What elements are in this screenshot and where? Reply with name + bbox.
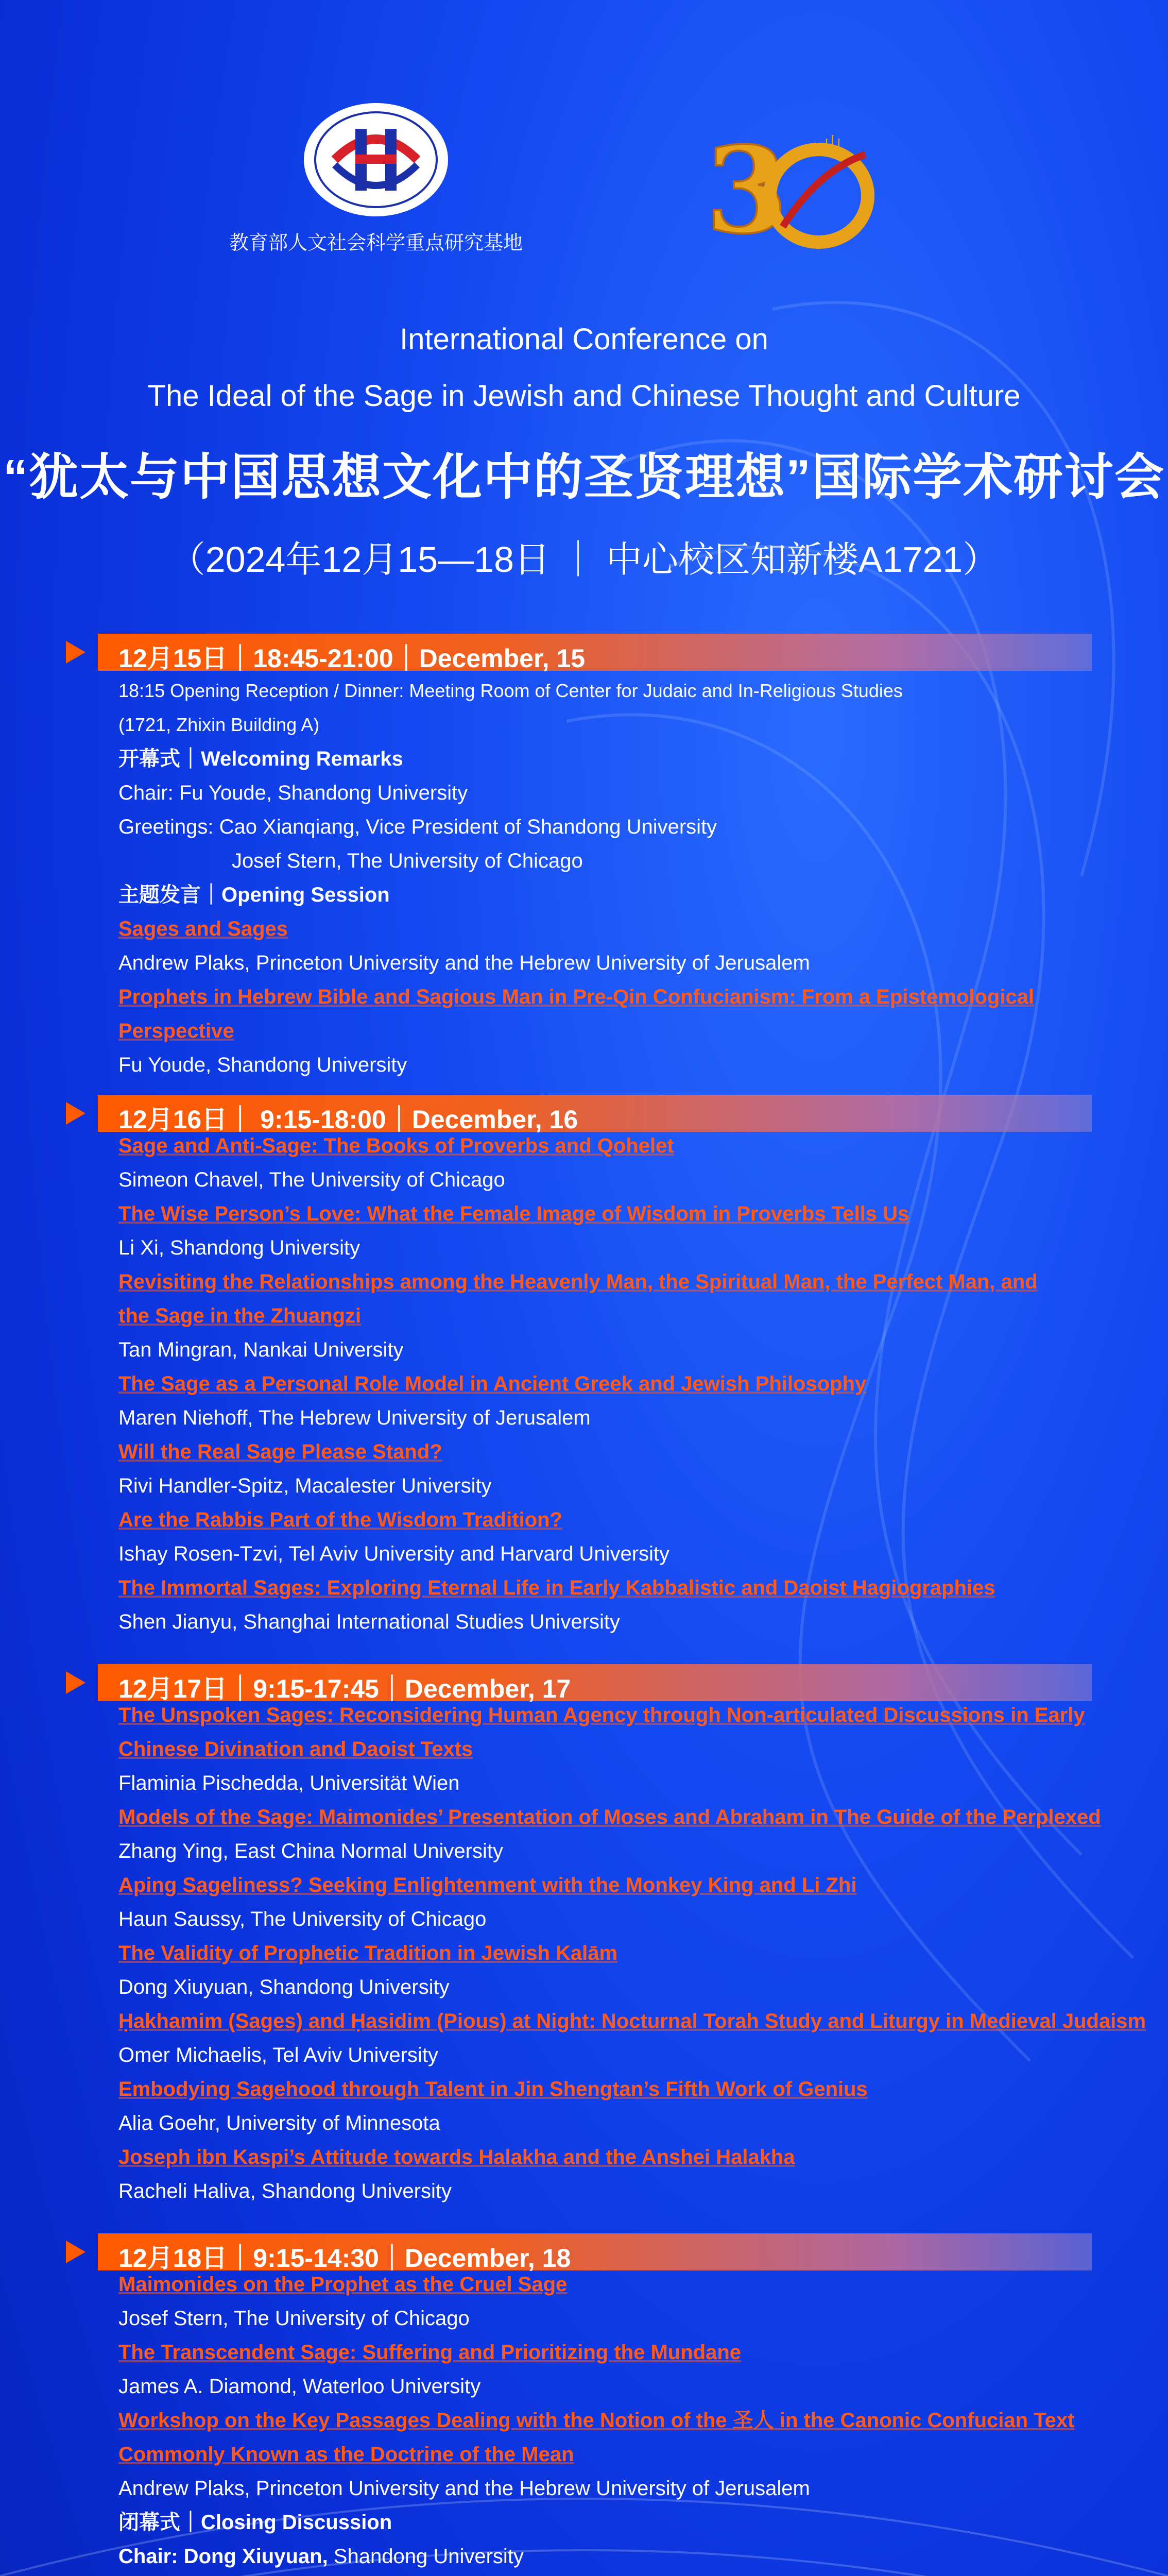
speaker-name: Zhang Ying, (118, 1840, 229, 1862)
speaker-name: Andrew Plaks, (118, 952, 250, 974)
speaker-name: Dong Xiuyuan, (118, 1976, 254, 1998)
speaker-line (118, 2471, 1097, 2505)
talk-title: Maimonides on the Prophet as the Cruel Sage (118, 2273, 568, 2296)
day-header-bar (98, 634, 1092, 671)
talk-title: The Wise Person’s Love: What the Female Image of Wisdom in Proverbs Tells Us (118, 1202, 909, 1225)
talk-title: The Validity of Prophetic Tradition in Jewish Kalām (118, 1942, 618, 1964)
speaker-name: Shen Jianyu, (118, 1611, 238, 1633)
speaker-line (118, 2174, 1097, 2208)
speaker-affiliation: Tel Aviv University (267, 2044, 438, 2066)
schedule-note: (1721, Zhixin Building A) (118, 714, 320, 735)
speaker-affiliation: Macalester University (289, 1475, 492, 1497)
day-section-dec-18 (0, 2233, 1168, 2573)
talk-title: The Unspoken Sages: Reconsidering Human Agency through Non-articulated Discussions in Early (118, 1704, 1085, 1726)
institute-logo-icon (299, 98, 453, 222)
speaker-name: Greetings: Cao Xianqiang, (118, 816, 360, 838)
talk-title: Sages and Sages (118, 918, 288, 940)
session-heading: 闭幕式｜Closing Discussion (118, 2511, 392, 2534)
speaker-line (118, 1902, 1097, 1936)
talk-title: Workshop on the Key Passages Dealing with the Notion of the 圣人 in the Canonic Confucian Text (118, 2409, 1075, 2432)
talk-title: Are the Rabbis Part of the Wisdom Tradition? (118, 1509, 562, 1531)
speaker-line (118, 1333, 1097, 1367)
speaker-name: Josef Stern, (118, 2307, 229, 2330)
talk-title: Will the Real Sage Please Stand? (118, 1440, 442, 1463)
talk-title: The Sage as a Personal Role Model in Ancient Greek and Jewish Philosophy (118, 1372, 867, 1395)
speaker-line (118, 1970, 1097, 2004)
speaker-line (118, 1048, 1097, 1082)
play-arrow-icon (66, 1671, 85, 1694)
talk-title: Perspective (118, 1020, 234, 1042)
speaker-line (118, 1537, 1097, 1571)
speaker-affiliation: Tel Aviv University and Harvard University (283, 1543, 670, 1565)
speaker-affiliation: Waterloo University (297, 2375, 481, 2398)
talk-title: The Transcendent Sage: Suffering and Prioritizing the Mundane (118, 2341, 742, 2364)
speaker-name: Fu Youde, (118, 1054, 212, 1076)
speaker-name: Tan Mingran, (118, 1338, 238, 1361)
speaker-name: Omer Michaelis, (118, 2044, 267, 2066)
speaker-line (118, 1605, 1097, 1639)
talk-title: Sage and Anti-Sage: The Books of Proverbs and Qohelet (118, 1134, 674, 1157)
speaker-name: Haun Saussy, (118, 1908, 246, 1930)
session-heading: 主题发言｜Opening Session (118, 884, 390, 906)
speaker-name: Rivi Handler-Spitz, (118, 1475, 289, 1497)
speaker-line (118, 810, 1097, 844)
speaker-affiliation: East China Normal University (228, 1840, 503, 1862)
title-cn: “犹太与中国思想文化中的圣贤理想”国际学术研讨会 (3, 450, 1165, 505)
speaker-line (118, 2301, 1097, 2335)
talk-title: Chinese Divination and Daoist Texts (118, 1738, 473, 1760)
day-section-dec-16 (0, 1095, 1168, 1639)
speaker-affiliation: The University of Chicago (228, 2307, 470, 2330)
speaker-affiliation: Princeton University and the Hebrew University of Jerusalem (250, 952, 810, 974)
speaker-name: Flaminia Pischedda, (118, 1772, 304, 1794)
speaker-line (118, 844, 1097, 878)
speaker-name: Alia Goehr, (118, 2112, 220, 2134)
day-section-dec-15 (0, 634, 1168, 1082)
day-section-dec-17 (0, 1664, 1168, 2208)
day-header-bar (98, 2233, 1092, 2273)
day-header-bar (98, 1664, 1092, 1701)
speaker-line (118, 1163, 1097, 1197)
speaker-line (118, 946, 1097, 980)
speaker-line (118, 2369, 1097, 2403)
logo-header (0, 98, 1168, 263)
schedule-note: 18:15 Opening Reception / Dinner: Meeting Room of Center for Judaic and In-Religious Studies (118, 680, 903, 701)
speaker-affiliation: Shandong University (328, 2545, 524, 2568)
speaker-affiliation: Shandong University (272, 782, 468, 804)
speaker-affiliation: Universität Wien (304, 1772, 460, 1794)
speaker-name: Ishay Rosen-Tzvi, (118, 1543, 284, 1565)
title-en-line1: International Conference on (400, 323, 768, 356)
speaker-affiliation: The University of Chicago (245, 1908, 487, 1930)
day-header-label: 12月18日｜9:15-14:30｜December, 18 (118, 2244, 571, 2273)
speaker-name: Josef Stern, (232, 850, 342, 872)
speaker-line (118, 1469, 1097, 1503)
day-header-label: 12月15日｜18:45-21:00｜December, 15 (118, 644, 586, 673)
speaker-name: Chair: Dong Xiuyuan, (118, 2545, 328, 2568)
talk-title: Ḥakhamim (Sages) and Ḥasidim (Pious) at Night: Nocturnal Torah Study and Liturgy in Medieval Judaism (118, 2010, 1146, 2032)
session-heading: 开幕式｜Welcoming Remarks (118, 748, 403, 770)
speaker-affiliation: The Hebrew University of Jerusalem (253, 1406, 591, 1429)
play-arrow-icon (66, 2241, 85, 2263)
speaker-name: Racheli Haliva, (118, 2180, 256, 2202)
speaker-affiliation: Shandong University (211, 1054, 407, 1076)
speaker-line (118, 2539, 1097, 2573)
speaker-name: Simeon Chavel, (118, 1168, 264, 1191)
day-header-label: 12月16日｜ 9:15-18:00｜December, 16 (118, 1105, 578, 1134)
talk-title: Embodying Sagehood through Talent in Jin Shengtan’s Fifth Work of Genius (118, 2078, 868, 2100)
speaker-affiliation: Shandong University (255, 2180, 452, 2202)
speaker-line (118, 2106, 1097, 2140)
title-en-line2: The Ideal of the Sage in Jewish and Chinese Thought and Culture (147, 379, 1021, 413)
speaker-line (118, 1766, 1097, 1800)
play-arrow-icon (66, 1102, 85, 1125)
play-arrow-icon (66, 641, 85, 664)
speaker-line (118, 1231, 1097, 1265)
talk-title: Aping Sageliness? Seeking Enlightenment with the Monkey King and Li Zhi (118, 1874, 857, 1896)
speaker-affiliation: Vice President of Shandong University (360, 816, 717, 838)
speaker-name: Chair: Fu Youde, (118, 782, 272, 804)
day-header-label: 12月17日｜9:15-17:45｜December, 17 (118, 1674, 571, 1703)
speaker-name: Li Xi, (118, 1236, 164, 1259)
anniversary-30-logo-icon (695, 124, 912, 258)
speaker-affiliation: Shandong University (253, 1976, 450, 1998)
talk-title: the Sage in the Zhuangzi (118, 1304, 362, 1327)
speaker-line (118, 1401, 1097, 1435)
day-header-bar (98, 1095, 1092, 1132)
speaker-affiliation: Princeton University and the Hebrew University of Jerusalem (250, 2477, 810, 2500)
speaker-affiliation: Shanghai International Studies University (237, 1611, 620, 1633)
talk-title: The Immortal Sages: Exploring Eternal Life in Early Kabbalistic and Daoist Hagiographies (118, 1577, 995, 1599)
conference-date-venue: （2024年12月15—18日 ｜ 中心校区知新楼A1721） (169, 539, 999, 580)
speaker-affiliation: Shandong University (164, 1236, 360, 1259)
speaker-name: Maren Niehoff, (118, 1406, 253, 1429)
speaker-line (118, 1834, 1097, 1868)
speaker-affiliation: The University of Chicago (264, 1168, 505, 1191)
svg-text:山: 山 (824, 133, 841, 154)
speaker-affiliation: The University of Chicago (341, 850, 583, 872)
speaker-affiliation: Nankai University (237, 1338, 404, 1361)
speaker-line (118, 2038, 1097, 2072)
talk-title: Models of the Sage: Maimonides’ Presentation of Moses and Abraham in The Guide of the Perplexed (118, 1806, 1101, 1828)
talk-title: Joseph ibn Kaspi’s Attitude towards Halakha and the Anshei Halakha (118, 2146, 795, 2168)
speaker-name: James A. Diamond, (118, 2375, 297, 2398)
institute-logo-caption: 教育部人文社会科学重点研究基地 (229, 231, 523, 254)
speaker-name: Andrew Plaks, (118, 2477, 250, 2500)
talk-title: Revisiting the Relationships among the Heavenly Man, the Spiritual Man, the Perfect Man, and (118, 1270, 1038, 1293)
speaker-line (118, 776, 1097, 810)
svg-text:3: 3 (706, 124, 788, 258)
talk-title: Commonly Known as the Doctrine of the Mean (118, 2443, 574, 2466)
speaker-affiliation: University of Minnesota (220, 2112, 440, 2134)
talk-title: Prophets in Hebrew Bible and Sagious Man in Pre-Qin Confucianism: From a Epistemological (118, 986, 1035, 1008)
